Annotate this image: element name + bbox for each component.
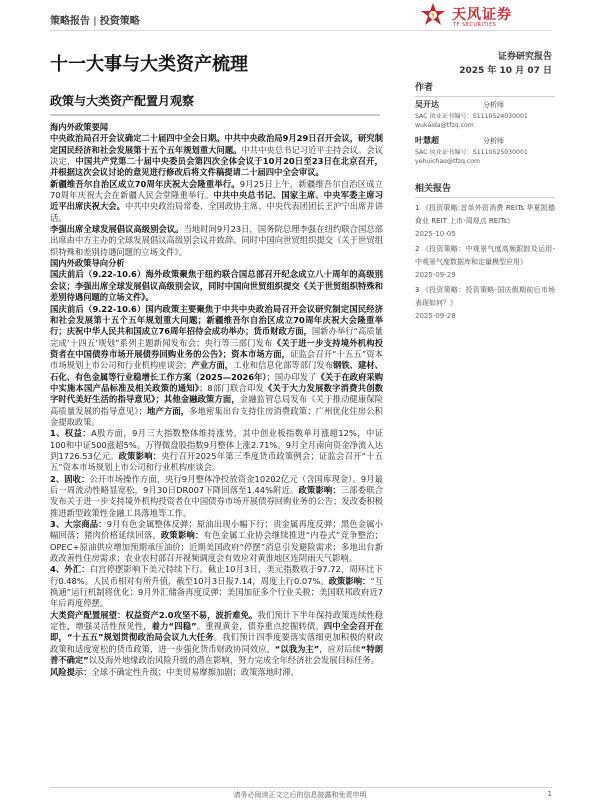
text-run: 白宫停摆影响下美元持续下行。截止10月3日，美元指数收于97.72，周环比下行0.48%。人民币相对有所升值，截至10月3日报7.14，周度上行0.07%。 [50, 564, 383, 586]
text-run: 当地时间9月23日，国务院总理李强在纽约联合国总部出席由中方主办的全球发展倡议高级别会议并致辞。同时中国向世贸组织提交《关于世贸组织特殊和差别待遇问题的立场文件》。 [50, 224, 383, 257]
author-email[interactable]: yehuichao@tfzq.com [415, 158, 481, 165]
text-run: 9月有色金属整体反弹；原油出现小幅下行；贵金属再度反弹；黑色金属小幅回落；猪肉价格延续回落。 [50, 519, 383, 541]
author-card [415, 101, 555, 137]
related-report-item[interactable] [415, 243, 555, 282]
category-separator: | [93, 16, 97, 27]
text-run: ；8部门联合印发 [199, 382, 265, 393]
related-report-item[interactable] [415, 284, 555, 323]
bold-text: 中国共产党第二十届中央委员会第四次全体会议于10月20日至23日在北京召开，并根据这次会议讨论的意见进行修改后将文件稿提请二十届四中全会审议。 [50, 156, 383, 178]
brand-name-en: TF SECURITIES [453, 22, 497, 28]
bold-text: 政策影响： [298, 485, 341, 495]
author-email[interactable]: wukaida@tfzq.com [415, 122, 474, 129]
bold-text: 大类资产配置展望：权益资产2.0攻坚不易，波折难免。 [50, 609, 258, 620]
related-reports [415, 181, 555, 323]
subtitle-divider [50, 114, 380, 116]
author-role: 分析师 [483, 137, 504, 145]
text-run: 证监会召开“十五五”资本市场规划上市公司和行业机构座谈会； [50, 348, 383, 371]
bold-text: ；其他金融政策方面， [155, 394, 240, 405]
author-card [415, 137, 555, 173]
related-report-date: 2025-10-05 [415, 230, 456, 238]
related-report-date: 2025-09-29 [415, 271, 456, 279]
text-run: 三部委联合发布关于进一步支持境外机构投资者在中国债券市场开展债券回购业务的公告；发改委积极推进新型政策性金融工具落地等工作。 [50, 485, 383, 518]
text-run: 国新办举行“高质量完成‘十四五’规划”系列主题新闻发布会；央行等三部门发布 [50, 326, 383, 348]
paragraph [50, 610, 383, 667]
text-run: 多地密集出台支持住房消费政策；广州优化住房公积金提取政策。 [50, 405, 383, 427]
bold-text: ；资本市场方面， [222, 348, 291, 359]
brand-logo [420, 2, 560, 30]
text-run: ；国办印发了 [266, 371, 317, 382]
report-type: 证券研究报告 [497, 52, 552, 62]
section-heading: 国内外政策导向分析 [50, 258, 125, 269]
text-run: 公开市场操作方面，央行9月整体净投放资金10202亿元（含国库现金）。9月最后一周流动性略显宽松，9月30日DR007下降回落至1.44%附近。 [50, 473, 383, 495]
bold-text: 新疆维吾尔自治区成立70周年庆祝大会隆重举行。 [50, 178, 240, 189]
bold-text: 产业方面， [191, 360, 234, 371]
report-date: 2025 年 10 月 07 日 [459, 66, 552, 76]
paragraph [50, 269, 383, 303]
sidebar-divider [415, 96, 555, 97]
text-run: 以及海外地缘政治风险升级的潜在影响，努力完成全年经济社会发展目标任务。 [88, 655, 380, 666]
related-report-date: 2025-09-28 [415, 312, 456, 320]
brand-name: 天风证券 [452, 7, 512, 23]
related-label: 相关报告 [415, 184, 452, 194]
bold-text: 《关于大力发展数字消费共创数字时代美好生活的指导意见》 [50, 382, 384, 405]
text-run: 中共中央总书记习近平主持会议。会议决定， [50, 144, 383, 167]
bold-text: 1、权益： [50, 428, 92, 439]
subcategory-label: 投资策略 [99, 16, 140, 27]
paragraph [50, 474, 383, 519]
text-run: 工业和信息化部等部门发布 [233, 360, 334, 371]
paragraph [50, 428, 383, 473]
bold-text: 政策影响： [118, 450, 162, 461]
header-divider [50, 30, 552, 31]
author-license: SAC 执业证书编号：S1110525030001 [415, 149, 528, 156]
bold-text: 《关于在政府采购中实施本国产品标准及相关政策的通知》 [50, 371, 383, 393]
paragraph [50, 179, 383, 224]
paragraph [50, 133, 383, 178]
text-run: 有色金属工业协会继续推进“内卷式”竞争整治；OPEC+原油供应增加预期承压油价；近期美国政府“停摆”消息引发避险需求；多地出台新政改善性住房需求；农业农村部召开视频调度会有效应对黄淮地区连阴雨天气影响。 [50, 530, 383, 564]
text-run: 我们预计下半年保持政策连续性稳定性，增强灵活性预见性， [50, 609, 383, 632]
footer-divider [50, 787, 552, 788]
bold-text: 着力“四稳” [151, 621, 197, 632]
bold-text: 李强出席全球发展倡议高级别会议，同时中国向世贸组织提交《关于世贸组织特殊和差别待遇问题的立场文件》。 [50, 280, 383, 303]
paragraph [50, 224, 383, 258]
bold-text: 钢铁、建材、石化、有色金属等行业稳增长工作方案（2025—2026年） [50, 360, 383, 382]
bold-text: 3、大宗商品： [50, 519, 107, 530]
sidebar [415, 80, 555, 325]
text-run: 中共中央政治局常委、全国政协主席、中央代表团团长王沪宁出席并讲话。 [50, 201, 383, 223]
bold-text: 国庆前后（9.22-10.6）海外政策聚焦于纽约联合国总部召开纪念成立八十周年的高级别会议； [50, 269, 383, 291]
bold-text: 2、固收： [50, 473, 90, 484]
tf-logo-icon [420, 2, 446, 28]
text-run: 金融监管总局发布《关于推动健康保险高质量发展的指导意见》； [50, 394, 383, 416]
related-report-title[interactable]: 2 《投资策略：中观景气度高频跟踪及运用-中观景气度数据库和定量模型应用》 [415, 245, 555, 266]
category-label: 策略报告 [50, 16, 90, 27]
paragraph [50, 564, 383, 609]
bold-text: 4、外汇： [50, 564, 90, 575]
bold-text: 《关于进一步支持境外机构投资者在中国债券市场开展债券回购业务的公告》 [50, 337, 383, 359]
text-run: ，应对后续 [319, 643, 361, 654]
author-license: SAC 执业证书编号：S1110524030001 [415, 113, 528, 120]
text-run: 。我们预计四季度要落实落细更加积极的财政政策和适度宽松的货币政策，进一步强化货币财政协同效应， [50, 632, 383, 654]
text-run: 9月25日上午，新疆维吾尔自治区成立70周年庆祝大会在新疆人民会堂隆重举行。 [50, 178, 383, 201]
page-subtitle: 政策与大类资产配置月观察 [50, 94, 195, 108]
page-number: 1 [547, 790, 552, 798]
bold-text: 中央政治局召开会议确定二十届四中全会日期。中共中央政治局9月29日召开会议，研究制定国民经济和社会发展第十五个五年规划重大问题。 [50, 133, 383, 155]
bold-text: 政策影响： [328, 575, 371, 586]
text-run: 全球不确定性升级；中美贸易摩擦加剧；政策落地时滞。 [91, 666, 299, 677]
bold-text: 政策影响： [160, 530, 204, 541]
page-title: 十一大事与大类资产梳理 [50, 54, 248, 75]
footer-disclaimer: 请务必阅读正文之后的信息披露和免责申明 [233, 791, 367, 799]
bold-text: 地产方面， [146, 405, 190, 416]
bold-text: 风险提示： [50, 666, 92, 677]
paragraph [50, 519, 383, 564]
bold-text: 李强出席全球发展倡议高级别会议。 [50, 224, 184, 235]
related-report-title[interactable]: 3 《投资策略：投资策略-国庆假期前后市场表现如何？》 [415, 286, 555, 307]
bold-text: 四中全会召开在即，“十五五”规划贯彻政治局会议九大任务 [50, 621, 383, 643]
authors-label: 作者 [415, 83, 434, 93]
bold-text: 中共中央总书记、国家主席、中央军委主席习近平出席庆祝大会。 [50, 190, 383, 212]
author-name: 叶慧超 [415, 136, 439, 145]
text-run: 。重视黄金，债券重点挖掘转债。 [196, 621, 324, 632]
text-run: A股方面，9月三大指数整体维持涨势，其中创业板指数单月涨超12%，中证100和中证500涨超5%。万得微盘股指数9月整体上涨2.71%。9月全月南向资金净流入达到1726.53亿元。 [50, 428, 383, 461]
report-body [50, 122, 383, 678]
paragraph [50, 667, 383, 678]
sidebar-divider [415, 197, 555, 198]
author-role: 分析师 [483, 101, 504, 109]
related-report-title[interactable]: 1 《投资策略:首单外资消费 REITs 华夏凯德商业 REIT 上市-周观点 REITs》 [415, 204, 555, 225]
text-run: “互换通”运行机制将优化；9月外汇储备再度反弹；美国加征多个行业关税；美国联邦政府近7年后再度停摆。 [50, 575, 383, 609]
section-heading: 海内外政策要闻 [50, 122, 109, 132]
related-report-item[interactable] [415, 202, 555, 241]
bold-text: 国庆前后（9.22-10.6）国内政策主要聚焦于中共中央政治局召开会议研究制定国民经济和社会发展第十五个五年规划重大问题；新疆维吾尔自治区成立70周年庆祝大会隆重举行；庆祝中华人民共和国成立76周年招待会成功举办；货币财政方面， [50, 303, 383, 337]
bold-text: “特朗普不确定” [50, 643, 383, 666]
bold-text: “以我为主” [274, 643, 320, 654]
text-run: 央行召开2025年第三季度货币政策例会；证监会召开“十五五”资本市场规划上市公司和行业机构座谈会。 [50, 450, 383, 473]
report-category [50, 12, 140, 27]
author-name: 吴开达 [415, 100, 439, 109]
paragraph [50, 304, 383, 429]
